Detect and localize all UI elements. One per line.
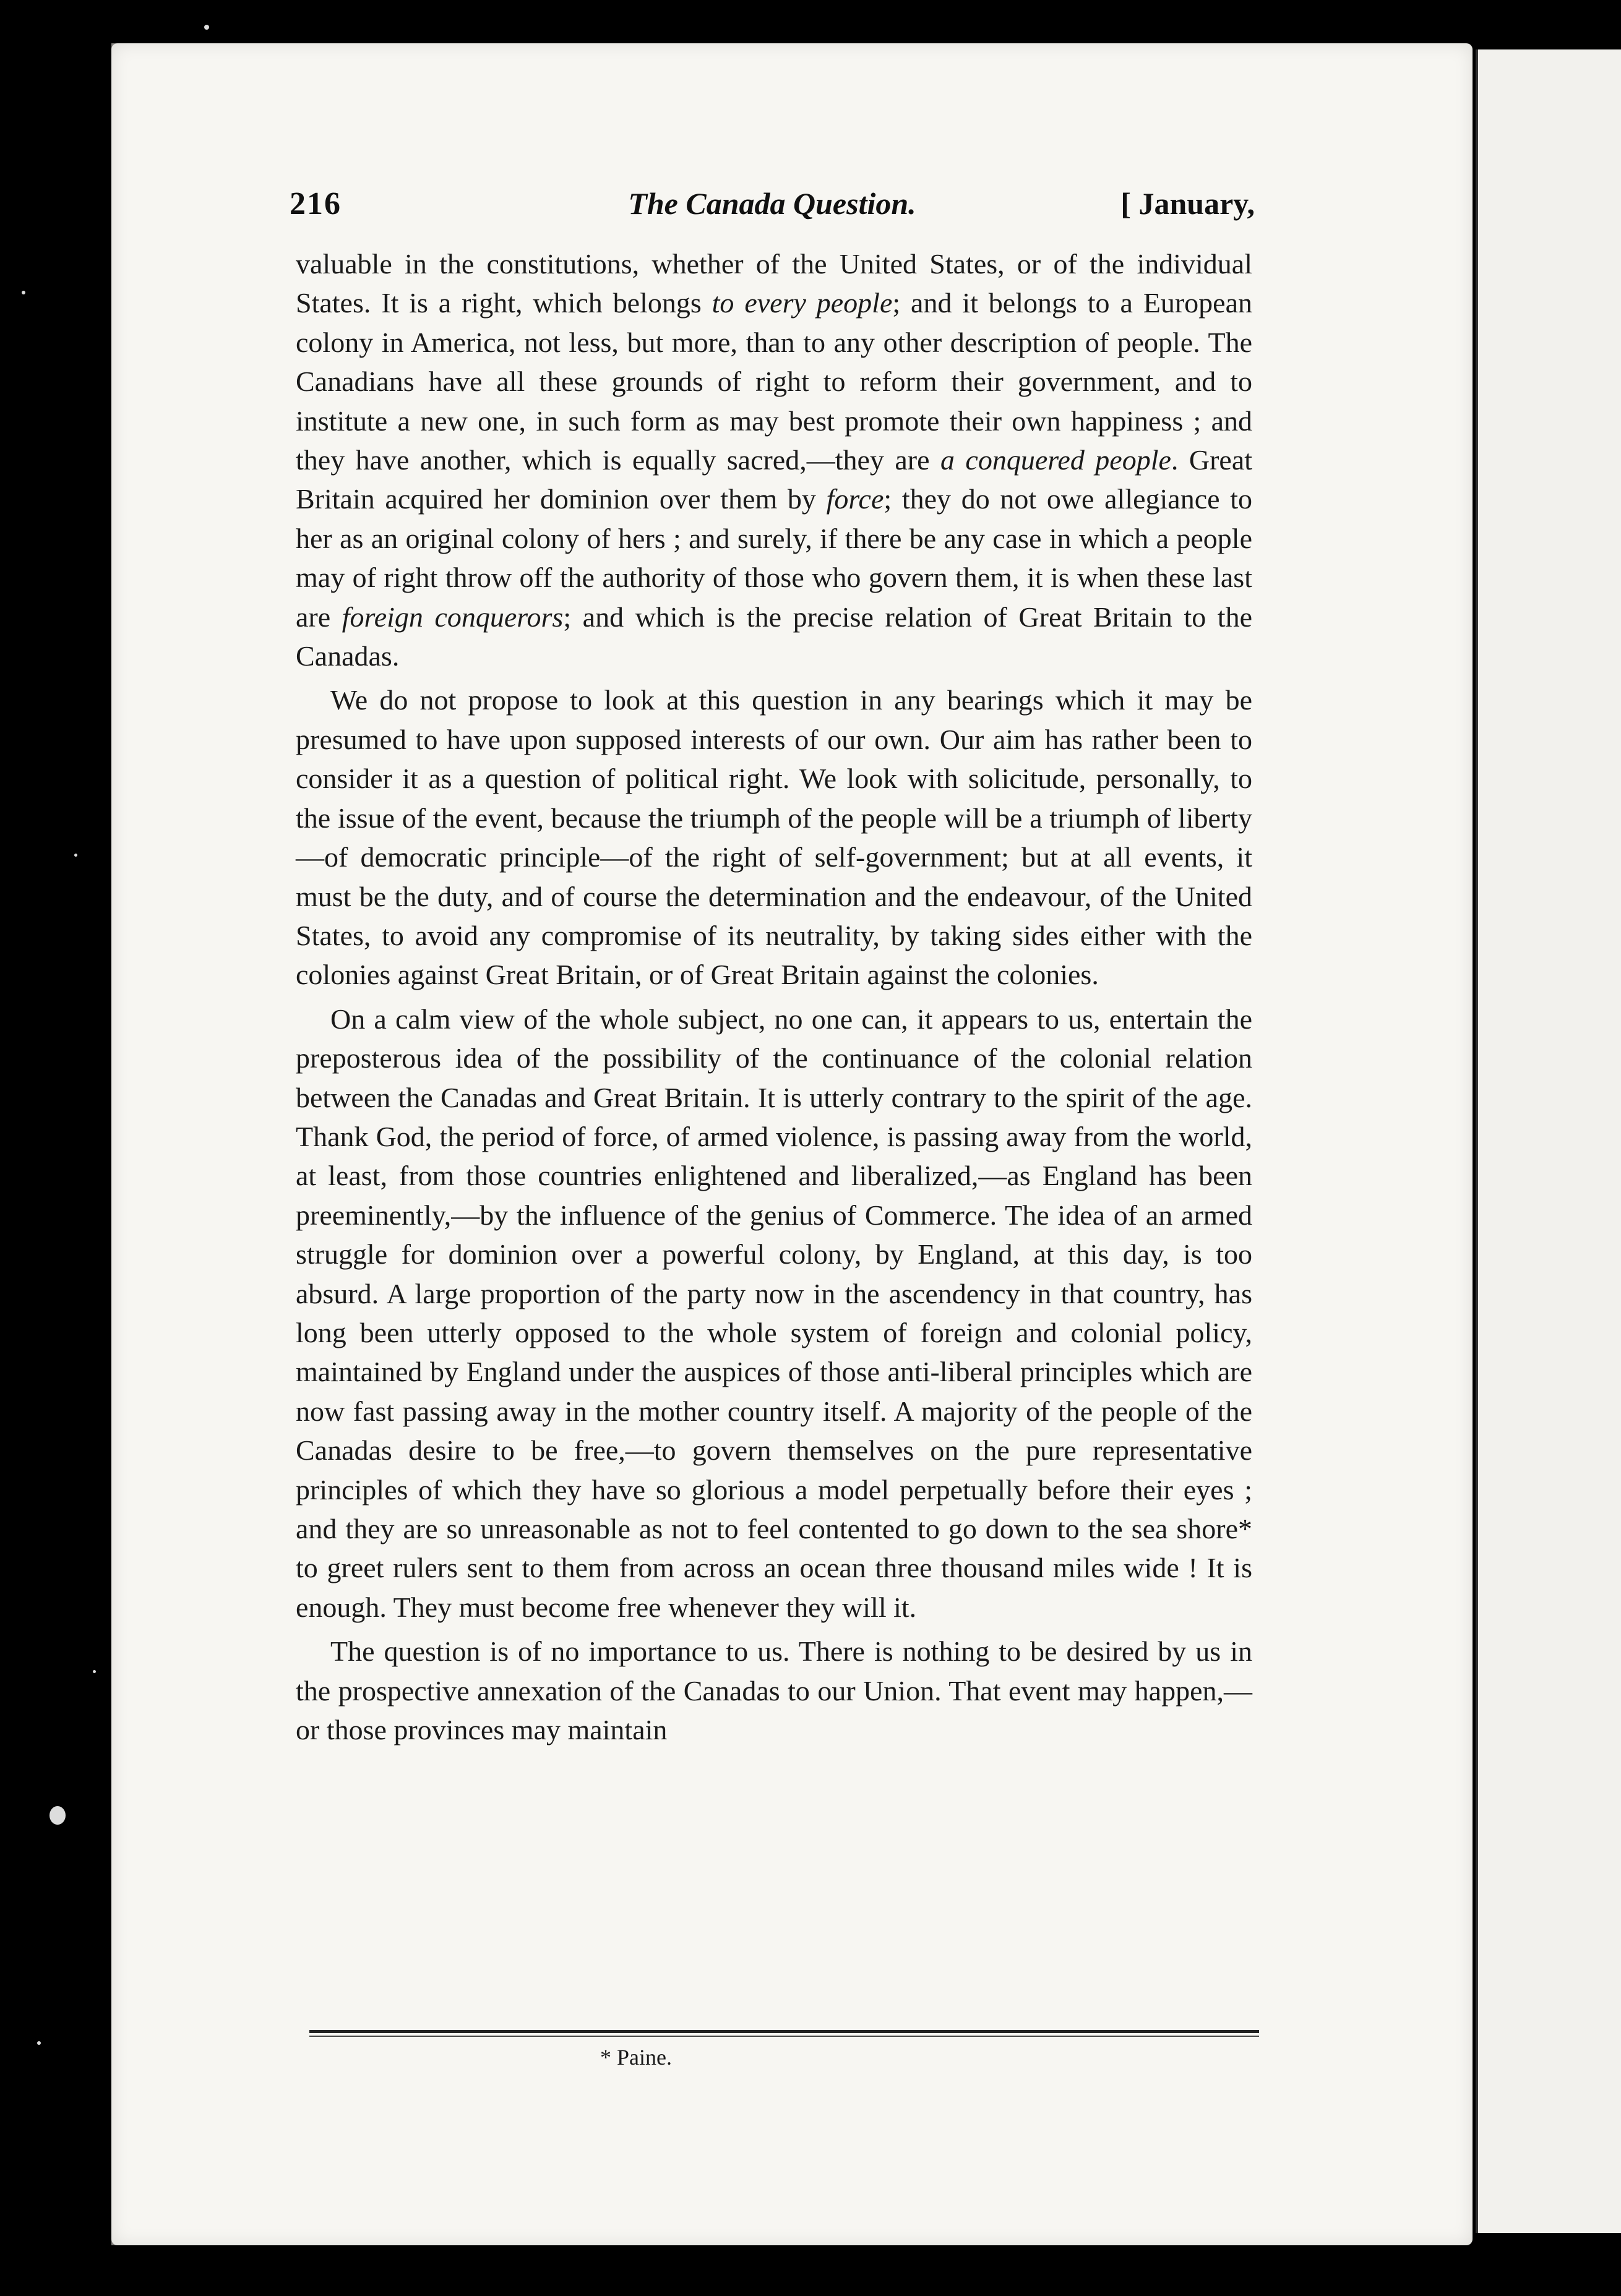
footnote-rule-thin <box>309 2036 1259 2037</box>
footnote: * Paine. <box>600 2045 672 2070</box>
paragraph: We do not propose to look at this question in any bearings which it may be presumed to have upon supposed interests of our own. Our aim has rather been to consider it as a question of political right. We look with solicitude, personally, to the issue of the event, because the triumph of the people will be a triumph of liberty —of democratic principle—of the right of self-government; but at all events, it must be the duty, and of course the determination and the endeavour, of the United States, to avoid any compromise of its neutrality, by taking sides either with the colonies against Great Britain, or of Great Britain against the colonies. <box>296 684 1252 991</box>
running-month: [ January, <box>1120 186 1255 221</box>
page-number: 216 <box>290 186 342 221</box>
running-title: The Canada Question. <box>628 186 916 221</box>
facing-page-edge <box>1476 49 1621 2233</box>
text-run: ; they do not owe allegiance to her as an original colony of hers ; and surely, if there be any case in which a people may of right throw off the authority of those who govern them, it is when these last are <box>296 483 1252 633</box>
paragraph: The question is of no importance to us. There is nothing to be desired by us in the prospective annexation of the Canadas to our Union. That event may happen,—or those provinces may maintain <box>296 1635 1252 1746</box>
text-run: . Great Britain acquired her dominion over them by <box>296 444 1253 515</box>
italic-phrase: a conquered people <box>940 444 1171 476</box>
text-run: ; and which is the precise relation of Great Britain to the Canadas. <box>296 601 1252 672</box>
text-run: ; and it belongs to a European colony in America, not less, but more, than to any other description of people. The Canadians have all these grounds of right to reform their government, and to institute a new one, in such form as may best promote their own happiness ; and they have another, which is equally sacred,—they are <box>296 287 1252 476</box>
paragraph: On a calm view of the whole subject, no one can, it appears to us, entertain the preposterous idea of the possibility of the continuance of the colonial relation between the Canadas and Great Britain. It is utterly contrary to the spirit of the age. Thank God, the period of force, of armed violence, is passing away from the world, at least, from those countries enlightened and liberalized,—as England has been preeminently,—by the influence of the genius of Commerce. The idea of an armed struggle for dominion over a powerful colony, by England, at this day, is too absurd. A large proportion of the party now in the ascendency in that country, has long been utterly opposed to the whole system of foreign and colonial policy, maintained by England under the auspices of those anti-liberal principles which are now fast passing away in the mother country itself. A majority of the people of the Canadas desire to be free,—to govern themselves on the pure representative principles of which they have so glorious a model perpetually before their eyes ; and they are so unreasonable as not to feel contented to go down to the sea shore* to greet rulers sent to them from across an ocean three thousand miles wide ! It is enough. They must become free whenever they will it. <box>296 1003 1252 1623</box>
italic-phrase: force <box>826 483 884 515</box>
running-header <box>290 179 1255 229</box>
italic-phrase: to every people <box>712 287 893 319</box>
footnote-rule <box>309 2030 1259 2033</box>
paragraph-continued <box>296 244 1252 675</box>
article-body <box>296 244 1252 1749</box>
italic-phrase: foreign conquerors <box>342 601 564 633</box>
text-run: valuable in the constitutions, whether of the United States, or of the individual States. It is a right, which belongs <box>296 248 1252 319</box>
